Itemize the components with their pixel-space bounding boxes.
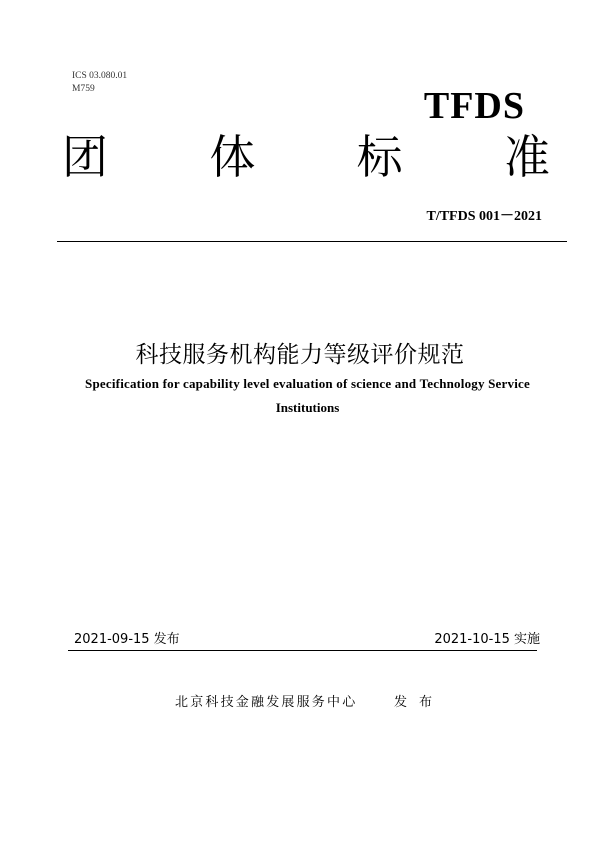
implementation-date: 2021-10-15 实施 bbox=[434, 632, 540, 647]
issuing-organization: 北京科技金融发展服务中心 bbox=[175, 695, 358, 710]
header-divider bbox=[57, 241, 567, 242]
organization-code: TFDS bbox=[423, 85, 525, 127]
standard-type-heading bbox=[62, 130, 550, 184]
document-title-chinese: 科技服务机构能力等级评价规范 bbox=[135, 342, 465, 368]
footer-divider bbox=[68, 650, 537, 651]
ccs-code: M759 bbox=[72, 84, 95, 94]
standard-type-char: 标 bbox=[356, 130, 403, 184]
document-title-english-line2: Institutions bbox=[275, 400, 340, 415]
standard-type-char: 团 bbox=[62, 130, 108, 184]
standard-number: T/TFDS 001－2021 bbox=[426, 209, 542, 224]
standard-type-char: 准 bbox=[503, 130, 550, 184]
publish-date: 2021-09-15 发布 bbox=[74, 632, 180, 647]
issue-label: 发布 bbox=[394, 695, 445, 710]
document-title-english-line1: Specification for capability level evaluation of science and Technology Service bbox=[85, 376, 530, 391]
ics-code: ICS 03.080.01 bbox=[72, 71, 128, 81]
standard-type-char: 体 bbox=[209, 130, 256, 184]
classification-codes bbox=[72, 70, 127, 96]
